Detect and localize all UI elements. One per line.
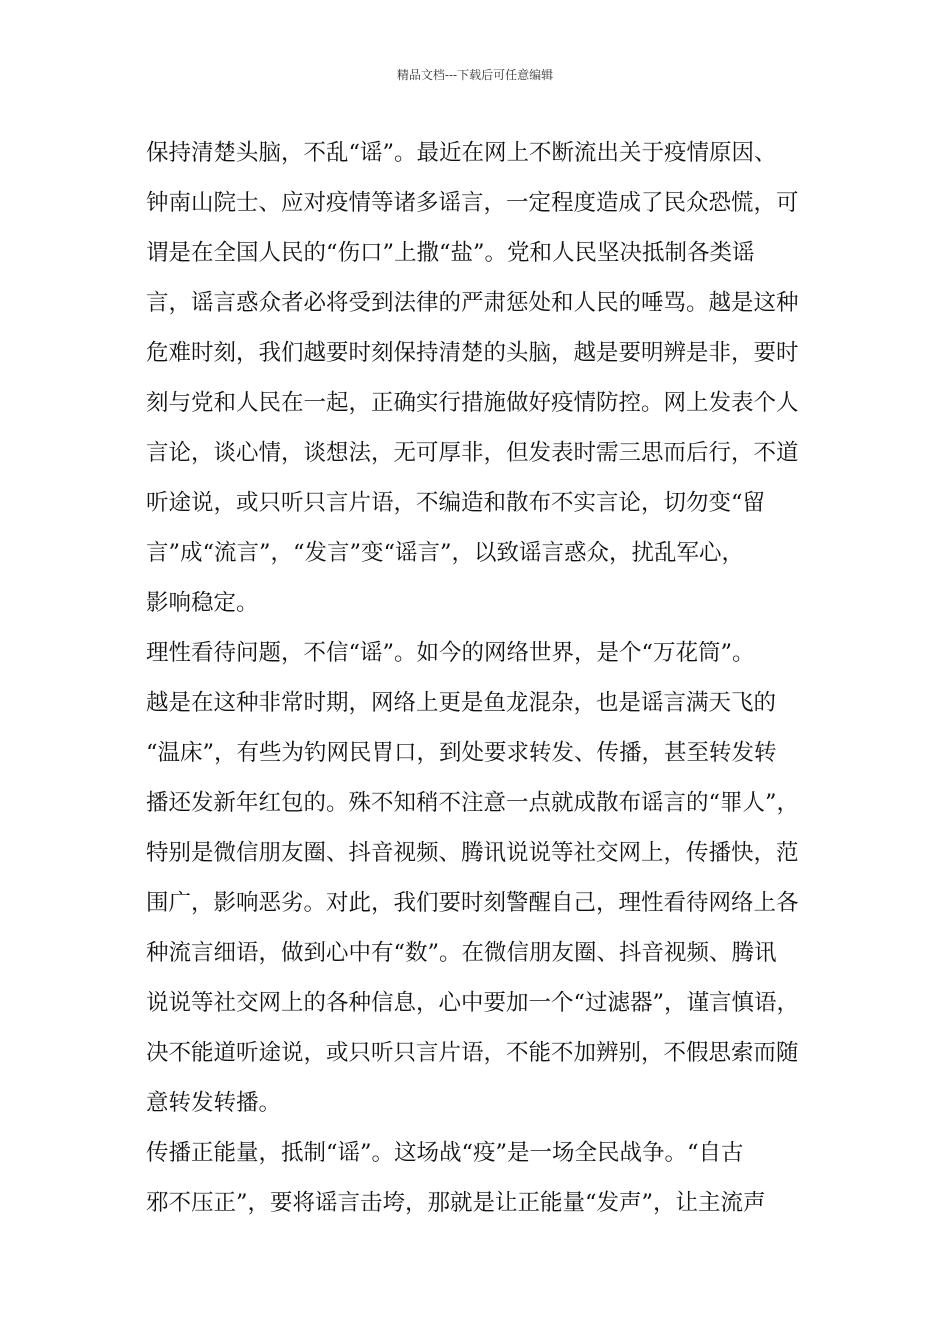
text-line: 种流言细语，做到心中有“数”。在微信朋友圈、抖音视频、腾讯 bbox=[146, 940, 777, 966]
text-line: 保持清楚头脑，不乱“谣”。最近在网上不断流出关于疫情原因、 bbox=[146, 140, 777, 166]
text-line: “温床”，有些为钓网民胃口，到处要求转发、传播，甚至转发转 bbox=[146, 740, 777, 766]
text-line: 谓是在全国人民的“伤口”上撒“盐”。党和人民坚决抵制各类谣 bbox=[146, 240, 755, 266]
text-line: 影响稳定。 bbox=[146, 590, 259, 616]
text-line: 言”成“流言”，“发言”变“谣言”，以致谣言惑众，扰乱军心， bbox=[146, 540, 745, 566]
text-line: 说说等社交网上的各种信息，心中要加一个“过滤器”，谨言慎语， bbox=[146, 990, 800, 1016]
text-line: 传播正能量，抵制“谣”。这场战“疫”是一场全民战争。“自古 bbox=[146, 1140, 744, 1166]
text-line: 决不能道听途说，或只听只言片语，不能不加辨别，不假思索而随 bbox=[146, 1040, 799, 1066]
text-line: 言论，谈心情，谈想法，无可厚非，但发表时需三思而后行，不道 bbox=[146, 440, 799, 466]
text-line: 围广，影响恶劣。对此，我们要时刻警醒自己，理性看待网络上各 bbox=[146, 890, 799, 916]
document-body bbox=[146, 128, 826, 1228]
text-line: 理性看待问题，不信“谣”。如今的网络世界，是个“万花筒”。 bbox=[146, 640, 755, 666]
text-line: 邪不压正”，要将谣言击垮，那就是让正能量“发声”，让主流声 bbox=[146, 1190, 766, 1216]
text-line: 播还发新年红包的。殊不知稍不注意一点就成散布谣言的“罪人”， bbox=[146, 790, 800, 816]
text-line: 越是在这种非常时期，网络上更是鱼龙混杂，也是谣言满天飞的 bbox=[146, 690, 777, 716]
text-line: 言，谣言惑众者必将受到法律的严肃惩处和人民的唾骂。越是这种 bbox=[146, 290, 799, 316]
text-line: 钟南山院士、应对疫情等诸多谣言，一定程度造成了民众恐慌，可 bbox=[146, 190, 799, 216]
text-line: 听途说，或只听只言片语，不编造和散布不实言论，切勿变“留 bbox=[146, 490, 766, 516]
text-line: 意转发转播。 bbox=[146, 1090, 282, 1116]
text-line: 危难时刻，我们越要时刻保持清楚的头脑，越是要明辨是非，要时 bbox=[146, 340, 799, 366]
text-line: 刻与党和人民在一起，正确实行措施做好疫情防控。网上发表个人 bbox=[146, 390, 799, 416]
page-header: 精品文档---下载后可任意编辑 bbox=[396, 68, 554, 82]
text-line: 特别是微信朋友圈、抖音视频、腾讯说说等社交网上，传播快，范 bbox=[146, 840, 799, 866]
